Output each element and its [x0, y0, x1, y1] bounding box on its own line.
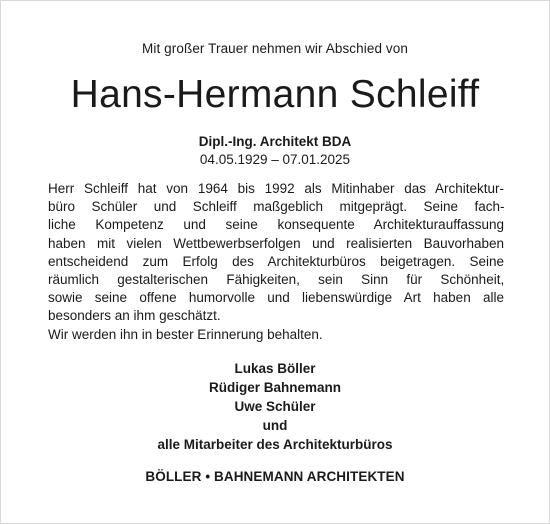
tribute-line: liche Kompetenz und seine konsequente Architekturauffassung	[48, 217, 504, 233]
tribute-line: haben mit vielen Wettbewerbserfolgen und realisierten Bauvorhaben	[48, 235, 504, 251]
signatory: alle Mitarbeiter des Architekturbüros	[157, 437, 393, 452]
tribute-line: besonders an ihm geschätzt.	[48, 308, 221, 324]
signatory: Uwe Schüler	[234, 399, 316, 414]
tribute-line: entscheidend zum Erfolg des Architekturbüros beigetragen. Seine	[48, 253, 504, 269]
tribute-line: sowie seine offene humorvolle und liebenswürdige Art haben alle	[48, 290, 504, 306]
signatory: Rüdiger Bahnemann	[208, 380, 341, 395]
signatories	[1, 359, 549, 454]
professional-title: Dipl.-Ing. Architekt BDA	[198, 134, 352, 149]
signatory-conjunction: und	[262, 418, 288, 433]
intro-text: Mit großer Trauer nehmen wir Abschied von	[142, 41, 408, 56]
tribute-text	[48, 180, 504, 344]
closing-line: Wir werden ihn in bester Erinnerung behalten.	[48, 326, 323, 342]
tribute-line: räumlich gestalterischen Fähigkeiten, sein Sinn für Schönheit,	[48, 272, 505, 288]
deceased-name: Hans-Hermann Schleiff	[70, 73, 480, 116]
life-dates: 04.05.1929 – 07.01.2025	[199, 152, 351, 167]
signatory: Lukas Böller	[234, 361, 316, 376]
firm-name: BÖLLER • BAHNEMANN ARCHITEKTEN	[145, 469, 405, 484]
tribute-line: Herr Schleiff hat von 1964 bis 1992 als Mitinhaber das Architektur-	[48, 181, 504, 196]
tribute-line: büro Schüler und Schleiff maßgeblich mitgeprägt. Seine fach-	[48, 199, 505, 215]
